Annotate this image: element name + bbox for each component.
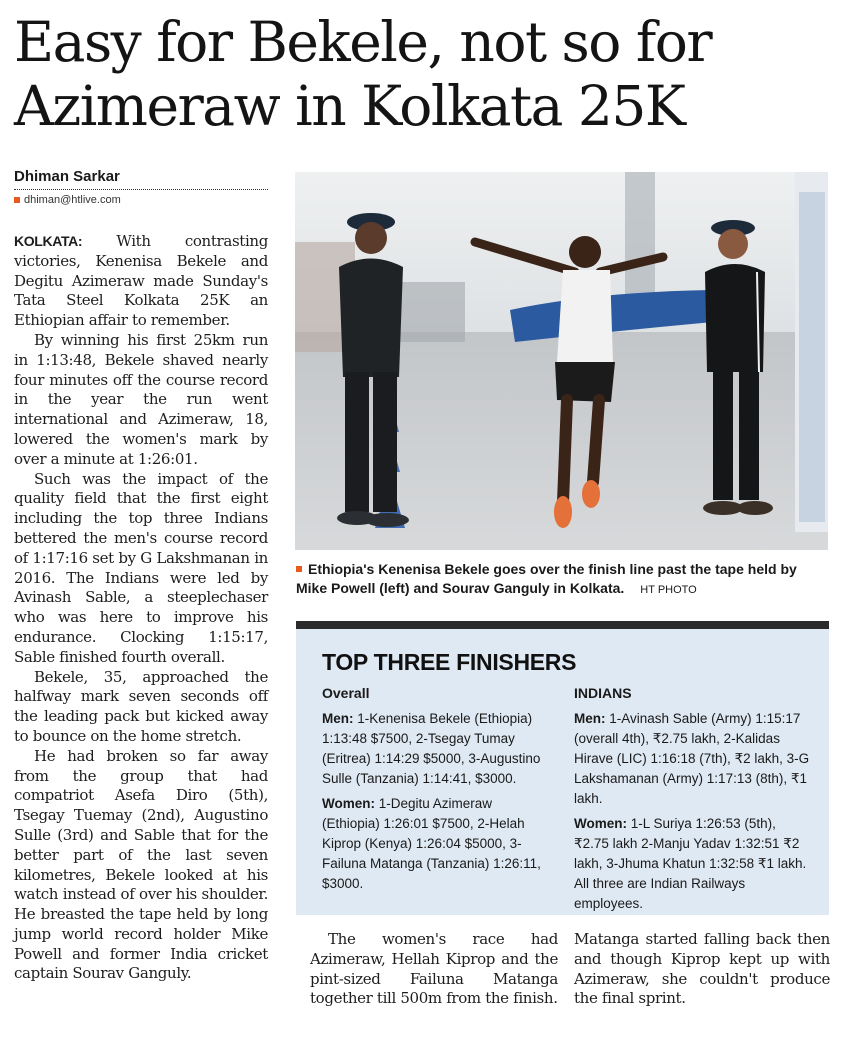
top-finishers-box (296, 621, 829, 915)
overall-men (322, 709, 550, 789)
headline-line-2: Azimeraw in Kolkata 25K (14, 74, 685, 138)
article-paragraph: By winning his first 25km run in 1:13:48, Bekele shaved nearly four minutes off the course record in the year the run went international and Azimeraw, 18, lowered the women's mark by over a minute at 1:26:01. (14, 330, 268, 468)
author-name: Dhiman Sarkar (14, 168, 268, 190)
overall-men-text: 1-Kenenisa Bekele (Ethiopia) 1:13:48 $7500, 2-Tsegay Tumay (Eritrea) 1:14:29 $5000, 3-Augustino Sulle (Tanzania) 1:14:41, $3000. (322, 711, 541, 786)
indians-heading: INDIANS (574, 685, 632, 701)
race-photo-illustration (295, 172, 828, 550)
article-paragraph: Matanga started falling back then and though Kiprop kept up with Azimeraw, she couldn't produce the final sprint. (574, 930, 830, 1008)
indians-women (574, 814, 814, 914)
photo-credit: HT PHOTO (640, 584, 697, 596)
headline-line-1: Easy for Bekele, not so for (14, 10, 712, 74)
article-lead (14, 232, 268, 331)
men-label: Men: (574, 711, 606, 726)
women-label: Women: (322, 796, 375, 811)
author-email-row (14, 194, 268, 206)
article-paragraph: Bekele, 35, approached the halfway mark seven seconds off the leading pack but kicked away to bounce on the home stretch. (14, 667, 268, 745)
women-label: Women: (574, 816, 627, 831)
bullet-icon (14, 197, 20, 203)
finishers-title: TOP THREE FINISHERS (322, 649, 577, 675)
indians-men (574, 709, 814, 809)
men-label: Men: (322, 711, 354, 726)
article-column-3 (574, 930, 830, 1009)
article-paragraph: Such was the impact of the quality field that the first eight including the top three Indians bettered the men's course record of 1:17:16 set by G Lakshmanan in 2016. The Indians were led by Avinash Sable, a steeplechaser who was here to improve his endurance. Clocking 1:15:17, Sable finished fourth overall. (14, 469, 268, 666)
overall-women-text: 1-Degitu Azimeraw (Ethiopia) 1:26:01 $7500, 2-Helah Kiprop (Kenya) 1:26:04 $5000, 3-Failuna Matanga (Tanzania) 1:26:11, $3000. (322, 796, 541, 891)
headline (14, 10, 834, 138)
article-lead-text: With contrasting victories, Kenenisa Bekele and Degitu Azimeraw made Sunday's Tata Steel Kolkata 25K an Ethiopian affair to remember. (14, 232, 268, 330)
article-column-2 (310, 930, 558, 1009)
overall-results (322, 683, 550, 899)
author-email[interactable]: dhiman@htlive.com (24, 194, 121, 206)
article-paragraph: He had broken so far away from the group that had compatriot Asefa Diro (5th), Tsegay Tuemay (2nd), Augustino Sulle (3rd) and Sable that for the better part of the last seven kilometres, Bekele looked at his watch instead of over his shoulder. He breasted the tape held by long jump world record holder Mike Powell and former India cricket captain Sourav Ganguly. (14, 746, 268, 983)
bullet-icon (296, 566, 302, 572)
indians-men-text: 1-Avinash Sable (Army) 1:15:17 (overall 4th), ₹2.75 lakh, 2-Kalidas Hirave (LIC) 1:16:18 (7th), ₹2 lakh, 3-G Lakshamanan (Army) 1:17:13 (8th), ₹1 lakh. (574, 711, 810, 806)
photo-caption (296, 560, 830, 600)
race-photo (295, 172, 828, 550)
article-column-1 (14, 232, 268, 984)
dateline: KOLKATA: (14, 233, 83, 249)
indians-women-text: 1-L Suriya 1:26:53 (5th), ₹2.75 lakh 2-Manju Yadav 1:32:51 ₹2 lakh, 3-Jhuma Khatun 1:32:58 ₹1 lakh. All three are Indian Railways employees. (574, 816, 807, 911)
indian-results (574, 683, 814, 919)
caption-text: Ethiopia's Kenenisa Bekele goes over the finish line past the tape held by Mike Powell (left) and Sourav Ganguly in Kolkata. (296, 561, 797, 596)
byline (14, 168, 268, 206)
overall-heading: Overall (322, 685, 370, 701)
article-paragraph: The women's race had Azimeraw, Hellah Kiprop and the pint-sized Failuna Matanga together till 500m from the finish. (310, 930, 558, 1008)
overall-women (322, 794, 550, 894)
